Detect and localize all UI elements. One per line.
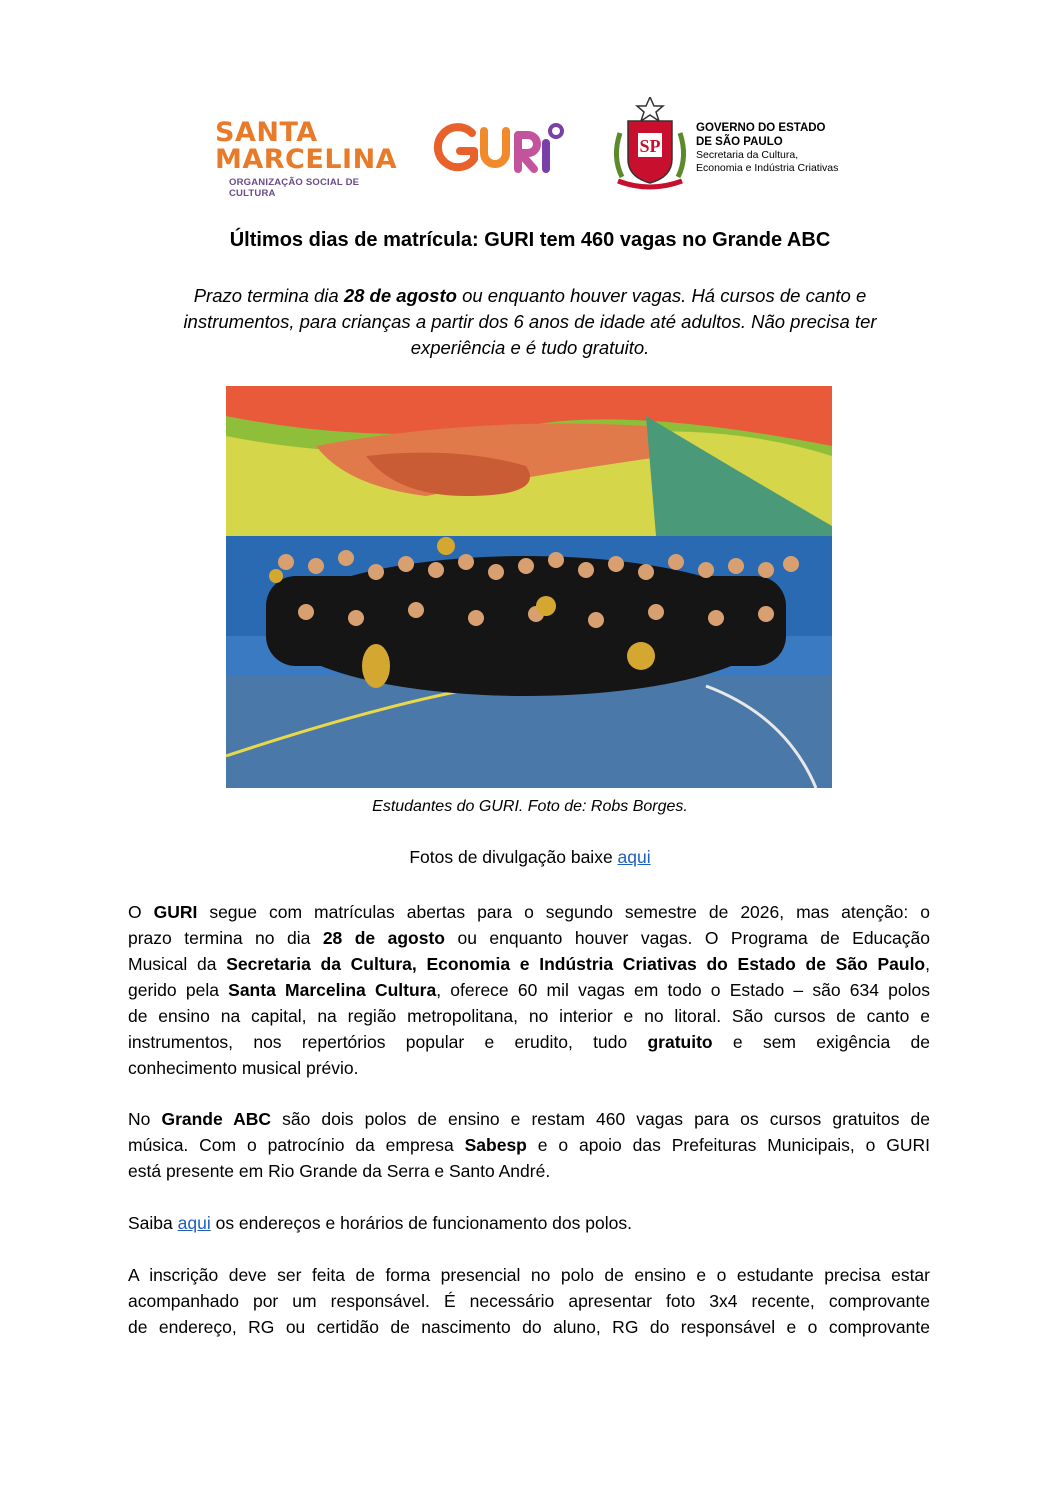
bold-run: Santa Marcelina Cultura <box>228 980 437 1000</box>
paragraph-1 <box>128 899 930 1081</box>
paragraph-line <box>128 1132 930 1158</box>
gov-line-3: Secretaria da Cultura, <box>696 149 799 161</box>
santa-marcelina-logo <box>215 117 398 199</box>
paragraph-line <box>128 951 930 977</box>
students-photo-image <box>226 386 832 788</box>
paragraph-4 <box>128 1262 930 1340</box>
gov-line-4: Economia e Indústria Criativas <box>696 162 839 174</box>
gov-text <box>696 121 856 175</box>
bold-run: gratuito <box>647 1032 713 1052</box>
text-run: música. Com o patrocínio da empresa <box>128 1135 465 1155</box>
text-run: e sem exigência de <box>712 1032 930 1052</box>
addresses-link[interactable]: aqui <box>177 1213 211 1233</box>
paragraph-line <box>128 925 930 951</box>
text-run: O <box>128 902 154 922</box>
bold-run: Grande ABC <box>161 1109 272 1129</box>
paragraph-2 <box>128 1106 930 1184</box>
paragraph-line <box>128 977 930 1003</box>
download-text: Fotos de divulgação baixe <box>409 847 618 867</box>
paragraph-line: está presente em Rio Grande da Serra e Santo André. <box>128 1161 551 1181</box>
bold-run: GURI <box>153 902 198 922</box>
header-logos <box>0 95 1060 199</box>
text-run: instrumentos, nos repertórios popular e erudito, tudo <box>128 1032 648 1052</box>
guri-logo-graphic <box>432 119 567 179</box>
bold-run: 28 de agosto <box>322 928 445 948</box>
subtitle-line-3: experiência e é tudo gratuito. <box>410 337 650 358</box>
subtitle-text: ou enquanto houver vagas. Há cursos de canto e <box>456 285 867 306</box>
subtitle <box>150 283 910 361</box>
bold-run: Secretaria da Cultura, Economia e Indústria Criativas do Estado de São Paulo <box>226 954 926 974</box>
gov-line-2: DE SÃO PAULO <box>696 136 783 148</box>
text-run: segue com matrículas abertas para o segundo semestre de 2026, mas atenção: o <box>197 902 930 922</box>
paragraph-line: A inscrição deve ser feita de forma presencial no polo de ensino e o estudante precisa estar <box>128 1265 930 1285</box>
text-run: Musical da <box>128 954 227 974</box>
subtitle-text: Prazo termina dia <box>193 285 344 306</box>
text-run: prazo termina no dia <box>128 928 323 948</box>
bold-run: Sabesp <box>464 1135 527 1155</box>
text-run: , <box>925 954 930 974</box>
text-run: os endereços e horários de funcionamento dos polos. <box>210 1213 632 1233</box>
page-title: Últimos dias de matrícula: GURI tem 460 vagas no Grande ABC <box>229 229 831 251</box>
paragraph-line: de endereço, RG ou certidão de nascimento do aluno, RG do responsável e o comprovante <box>128 1317 930 1337</box>
text-run: , oferece 60 mil vagas em todo o Estado – são 634 polos <box>436 980 930 1000</box>
photo-caption: Estudantes do GURI. Foto de: Robs Borges. <box>372 798 688 815</box>
download-link[interactable]: aqui <box>617 847 651 867</box>
students-photo <box>226 386 832 788</box>
text-run: ou enquanto houver vagas. O Programa de Educação <box>445 928 930 948</box>
text-run: são dois polos de ensino e restam 460 vagas para os cursos gratuitos de <box>271 1109 930 1129</box>
paragraph-line <box>128 1106 930 1132</box>
text-run: No <box>128 1109 162 1129</box>
paragraph-line <box>128 1029 930 1055</box>
logo-line-2: MARCELINA <box>215 144 398 175</box>
paragraph-line: de ensino na capital, na região metropolitana, no interior e no litoral. São cursos de canto e <box>128 1006 930 1026</box>
subtitle-bold: 28 de agosto <box>343 285 457 306</box>
seal-letters: SP <box>639 136 661 156</box>
paragraph-3 <box>128 1210 930 1236</box>
paragraph-line <box>128 1210 930 1236</box>
paragraph-line: conhecimento musical prévio. <box>128 1058 359 1078</box>
logo-line-3: ORGANIZAÇÃO SOCIAL DE CULTURA <box>229 177 360 199</box>
sao-paulo-seal-icon <box>608 97 692 193</box>
paragraph-line: acompanhado por um responsável. É necessário apresentar foto 3x4 recente, comprovante <box>128 1291 930 1311</box>
text-run: gerido pela <box>128 980 229 1000</box>
text-run: Saiba <box>128 1213 178 1233</box>
guri-logo <box>432 119 567 179</box>
text-run: e o apoio das Prefeituras Municipais, o GURI <box>526 1135 930 1155</box>
paragraph-line <box>128 899 930 925</box>
logo-line-1: SANTA <box>215 117 318 148</box>
gov-line-1: GOVERNO DO ESTADO <box>696 122 826 134</box>
subtitle-line-2: instrumentos, para crianças a partir dos 6 anos de idade até adultos. Não precisa ter <box>183 311 877 332</box>
download-photos <box>0 845 1060 869</box>
sao-paulo-government-logo <box>608 97 848 197</box>
